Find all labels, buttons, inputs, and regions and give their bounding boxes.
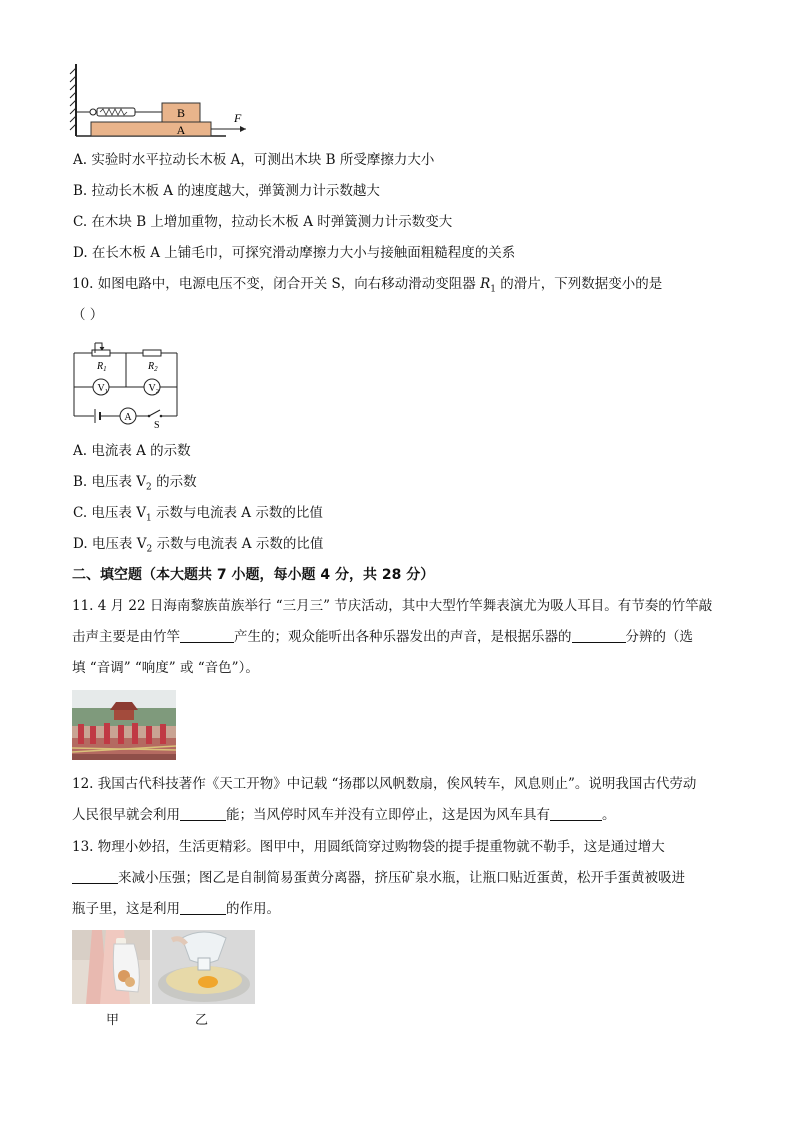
svg-text:V1: $V_1$	[97, 383, 108, 395]
q12-line-2: 人民很早就会利用 能；当风停时风车并没有立即停止，这是因为风车具有 。	[72, 807, 616, 823]
q12-line-1: 12. 我国古代科技著作《天工开物》中记载 “扬郡以风帆数扇，俟风转车，风息则止”。说明我国古代劳动	[72, 776, 697, 792]
q13-blank-1[interactable]	[72, 869, 118, 884]
q9-option-c: C. 在木块 B 上增加重物，拉动长木板 A 时弹簧测力计示数变大	[73, 214, 453, 230]
switch-label: S	[154, 420, 160, 431]
q10-option-c: C. 电压表 $V_1$ 示数与电流表 A 示数的比值	[73, 505, 323, 524]
q11-line-3: 填 “音调” “响度” 或 “音色”）。	[72, 660, 259, 676]
q13-line-2: 来减小压强；图乙是自制简易蛋黄分离器，挤压矿泉水瓶，让瓶口贴近蛋黄，松开手蛋黄被吸进	[72, 869, 685, 887]
q10-option-a: A. 电流表 A 的示数	[73, 443, 191, 459]
q11-bamboo-dance-photo	[72, 690, 176, 760]
q13-caption-jia: 甲	[106, 1013, 120, 1028]
q10-option-d: D. 电压表 $V_2$ 示数与电流表 A 示数的比值	[73, 536, 324, 555]
resistor-r2	[143, 350, 161, 356]
r2-label: $R_2$	[148, 361, 158, 373]
board-a-label: A	[176, 123, 186, 137]
q12-blank-1[interactable]	[180, 806, 226, 821]
q11-blank-1[interactable]	[180, 628, 234, 643]
wall	[70, 64, 76, 136]
switch-s	[148, 410, 163, 417]
q9-option-b: B. 拉动长木板 A 的速度越大，弹簧测力计示数越大	[73, 183, 380, 199]
svg-text:A: A	[124, 412, 132, 423]
block-b-label: B	[176, 106, 186, 120]
q13-line-3: 瓶子里，这是利用 的作用。	[72, 901, 280, 917]
q11-line-2: 击声主要是由竹竿 产生的；观众能听出各种乐器发出的声音，是根据乐器的 分辨的（选	[72, 629, 693, 645]
svg-text:V2: $V_2$	[148, 383, 159, 395]
q13-photo-yi-egg-separator	[152, 930, 255, 1004]
spring-scale	[76, 108, 162, 116]
q9-option-d: D. 在长木板 A 上铺毛巾，可探究滑动摩擦力大小与接触面粗糙程度的关系	[73, 245, 516, 261]
q10-circuit-diagram	[68, 337, 184, 431]
q13-line-1: 13. 物理小妙招，生活更精彩。图甲中，用圆纸筒穿过购物袋的提手提重物就不勒手，这是通过增大	[72, 839, 665, 855]
force-label: F	[234, 111, 242, 125]
board-a	[91, 122, 211, 136]
q13-caption-yi: 乙	[195, 1013, 209, 1028]
q13-blank-2[interactable]	[180, 900, 226, 915]
q10-option-b: B. 电压表 $V_2$ 的示数	[73, 474, 197, 493]
q11-line-1: 11. 4 月 22 日海南黎族苗族举行 “三月三” 节庆活动，其中大型竹竿舞表演尤为吸人耳目。有节奏的竹竿敲	[72, 598, 713, 614]
q10-answer-paren: （ ）	[72, 307, 104, 323]
q9-option-a: A. 实验时水平拉动长木板 A，可测出木块 B 所受摩擦力大小	[73, 152, 435, 168]
q12-blank-2[interactable]	[550, 806, 602, 821]
r1-label: $R_1$	[97, 361, 107, 373]
q10-stem: 10. 如图电路中，电源电压不变，闭合开关 S，向右移动滑动变阻器 $R_1$ 的滑片，下列数据变小的是	[72, 276, 663, 295]
q9-friction-figure	[66, 62, 256, 142]
rheostat-r1	[92, 343, 110, 356]
q11-blank-2[interactable]	[572, 628, 626, 643]
battery	[95, 409, 100, 423]
q13-photo-jia-shopping-bag	[72, 930, 150, 1004]
section-2-title: 二、填空题（本大题共 7 小题，每小题 4 分，共 28 分）	[72, 567, 435, 583]
